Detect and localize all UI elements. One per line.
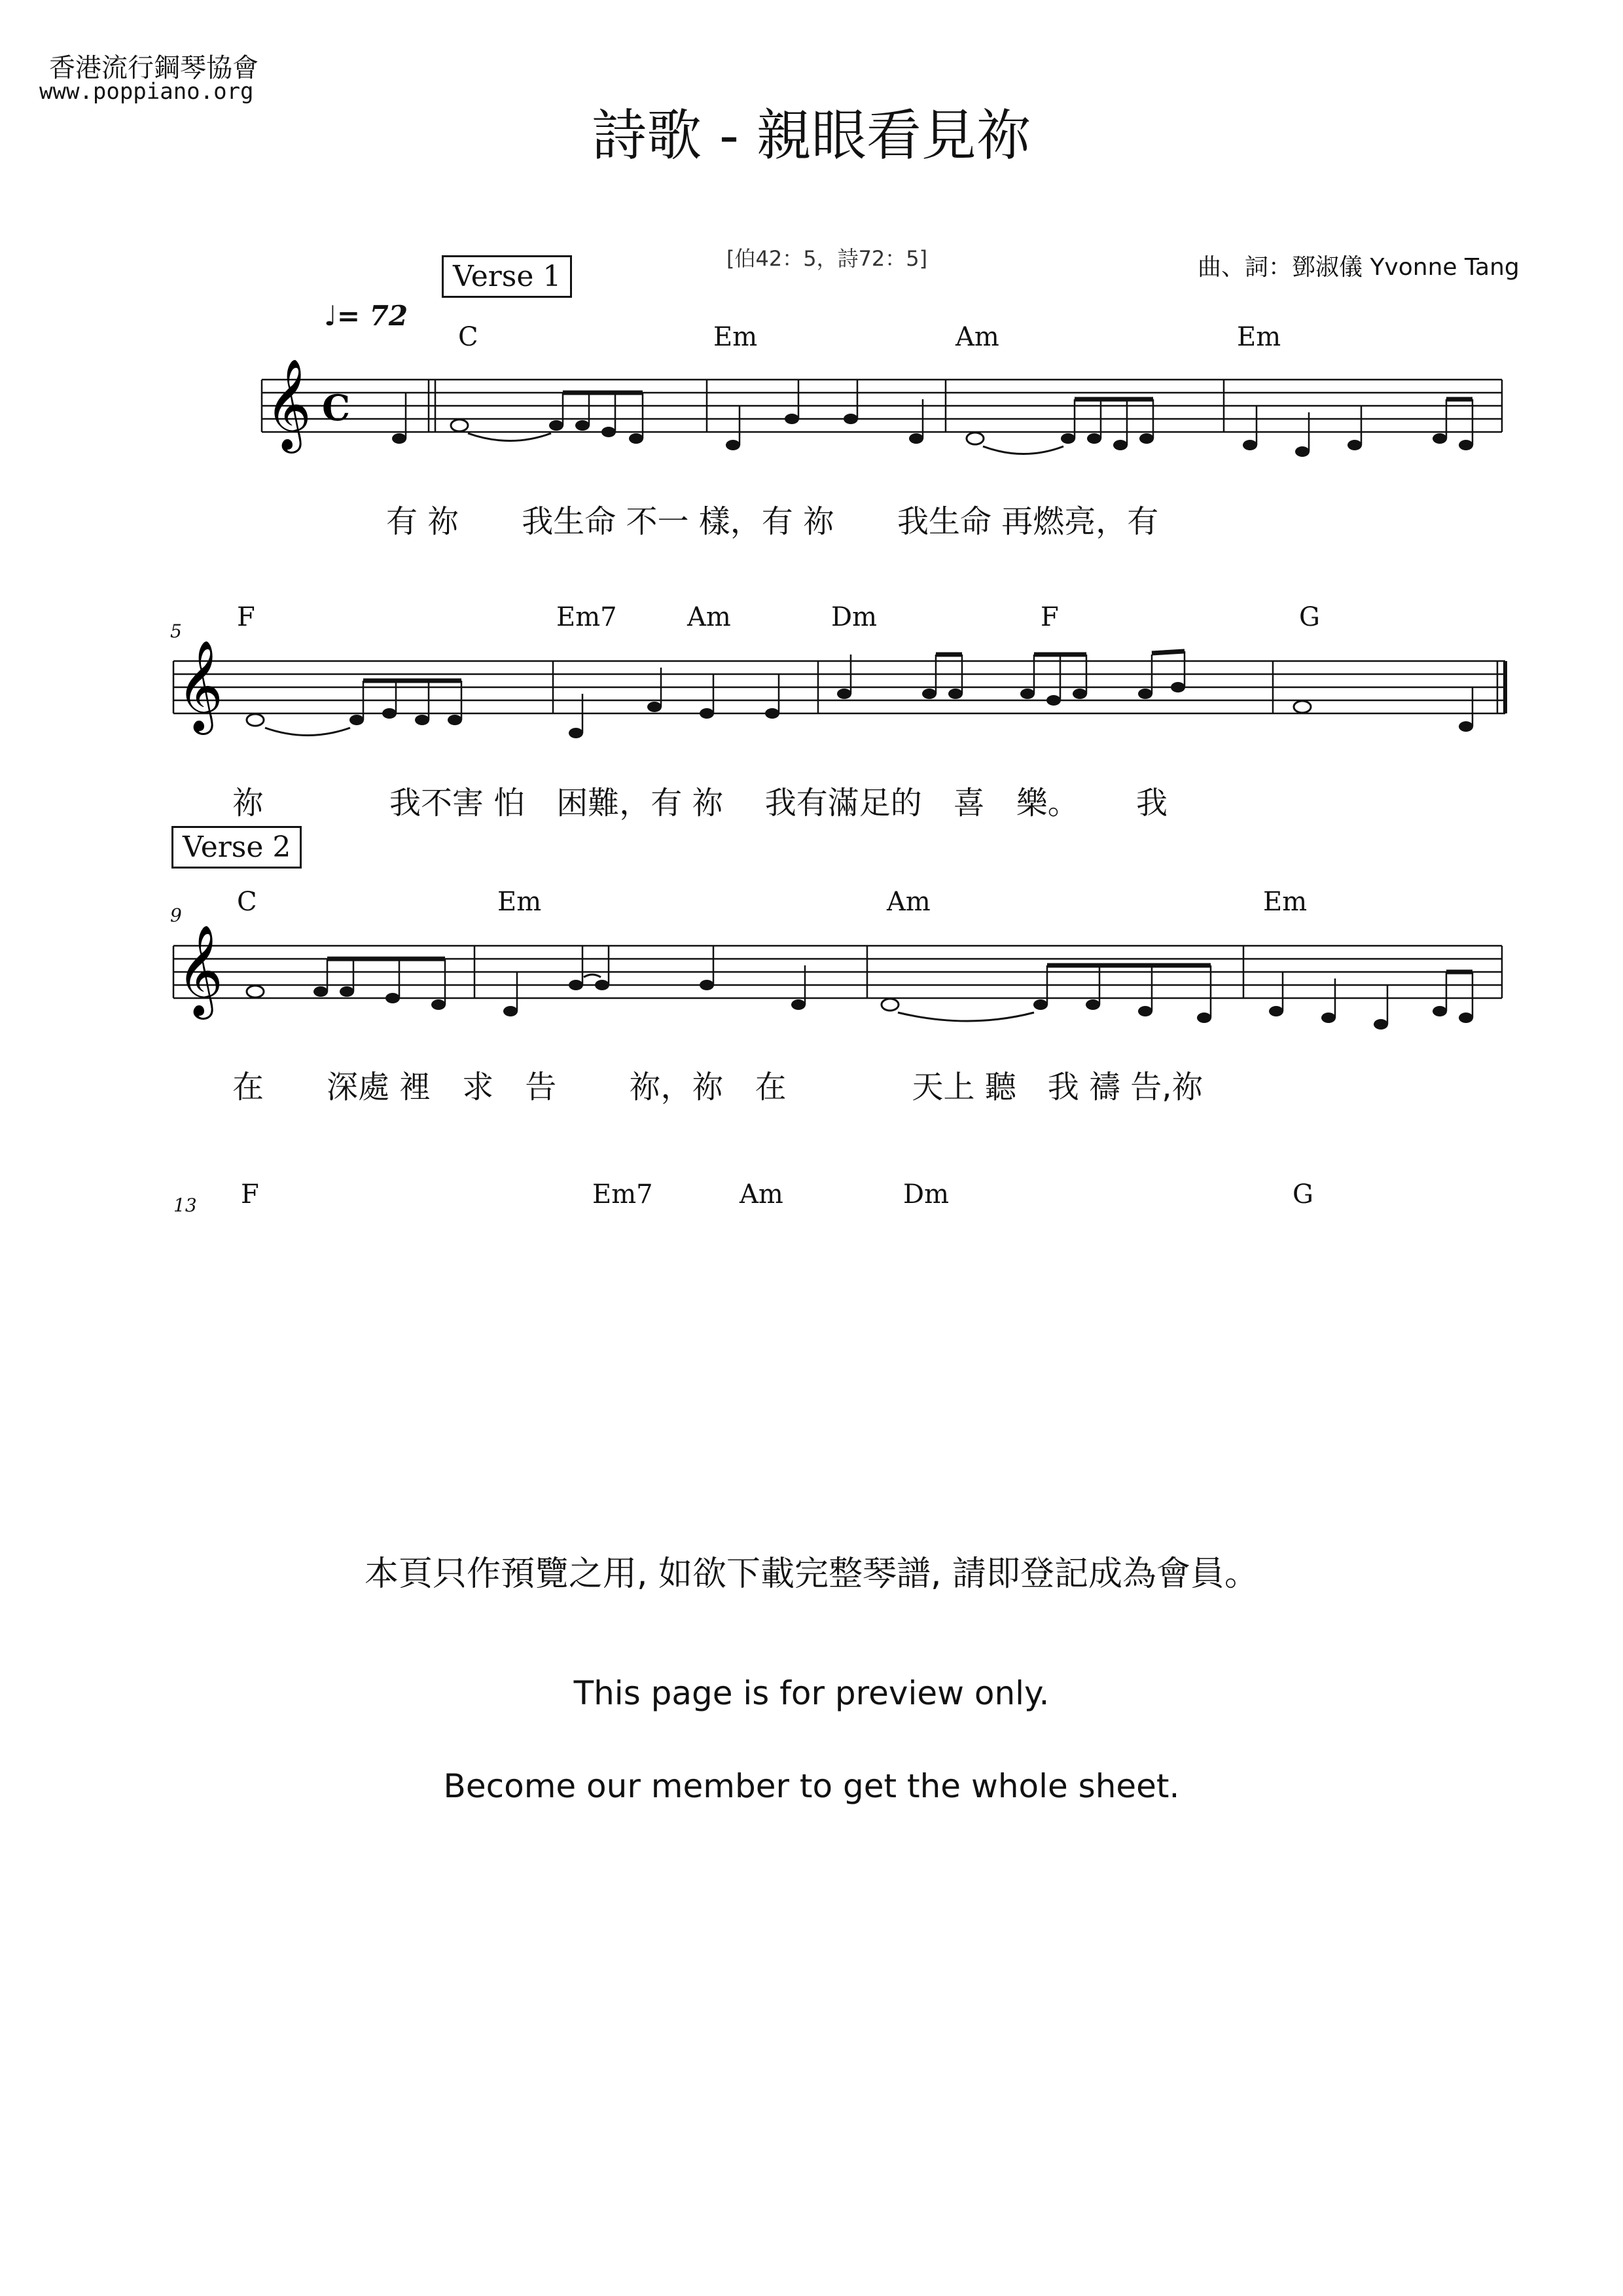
section-label-verse-1: Verse 1 <box>442 255 572 298</box>
music-staff <box>0 353 1623 511</box>
treble-clef-icon: 𝄞 <box>177 640 223 731</box>
treble-clef-icon: 𝄞 <box>265 359 312 450</box>
chord-symbol: Em <box>713 322 758 352</box>
chord-symbol: F <box>241 1179 259 1210</box>
site-name: 香港流行鋼琴協會 <box>49 53 259 83</box>
chord-symbol: Em <box>497 887 542 917</box>
song-title: 詩歌 - 親眼看見祢 <box>592 103 1031 168</box>
chord-symbol: F <box>1041 602 1059 632</box>
chord-symbol: Em7 <box>556 602 617 632</box>
measure-number: 9 <box>170 905 182 926</box>
treble-clef-icon: 𝄞 <box>177 925 223 1016</box>
preview-notice-chinese: 本頁只作預覽之用, 如欲下載完整琴譜, 請即登記成為會員。 <box>364 1554 1259 1594</box>
lyrics-line: 有 祢 我生命 不一 樣，有 祢 我生命 再燃亮，有 <box>386 503 1159 540</box>
music-staff <box>0 920 1623 1077</box>
chord-symbol: Dm <box>903 1179 949 1210</box>
chord-symbol: Am <box>887 887 931 917</box>
measure-number: 13 <box>173 1194 197 1216</box>
chord-symbol: Am <box>740 1179 783 1210</box>
quarter-note-icon: ♩ <box>324 300 337 332</box>
scripture-reference: [伯42：5，詩72：5] <box>726 246 928 271</box>
music-staff <box>0 635 1623 792</box>
chord-symbol: Em7 <box>592 1179 653 1210</box>
chord-symbol: Em <box>1263 887 1308 917</box>
chord-symbol: C <box>237 887 257 917</box>
site-url[interactable]: www.poppiano.org <box>39 79 254 105</box>
lyrics-line: 祢 我不害 怕 困難，有 祢 我有滿足的 喜 樂。 我 <box>232 785 1168 821</box>
lyrics-line: 在 深處 裡 求 告 祢，祢 在 天上 聽 我 禱 告,祢 <box>232 1069 1204 1105</box>
measure-number: 5 <box>170 620 182 642</box>
chord-symbol: C <box>458 322 478 352</box>
svg-text:C: C <box>322 387 350 429</box>
chord-symbol: G <box>1299 602 1320 632</box>
chord-symbol: Am <box>687 602 731 632</box>
chord-symbol: G <box>1293 1179 1313 1210</box>
chord-symbol: F <box>237 602 255 632</box>
membership-notice: Become our member to get the whole sheet. <box>443 1767 1180 1805</box>
section-label-verse-2: Verse 2 <box>171 826 302 869</box>
chord-symbol: Em <box>1237 322 1281 352</box>
tempo-marking: ♩= 72 <box>324 300 408 332</box>
chord-symbol: Dm <box>831 602 877 632</box>
composer-credit: 曲、詞：鄧淑儀 Yvonne Tang <box>1198 254 1520 281</box>
chord-symbol: Am <box>955 322 999 352</box>
preview-notice-english: This page is for preview only. <box>573 1674 1050 1712</box>
